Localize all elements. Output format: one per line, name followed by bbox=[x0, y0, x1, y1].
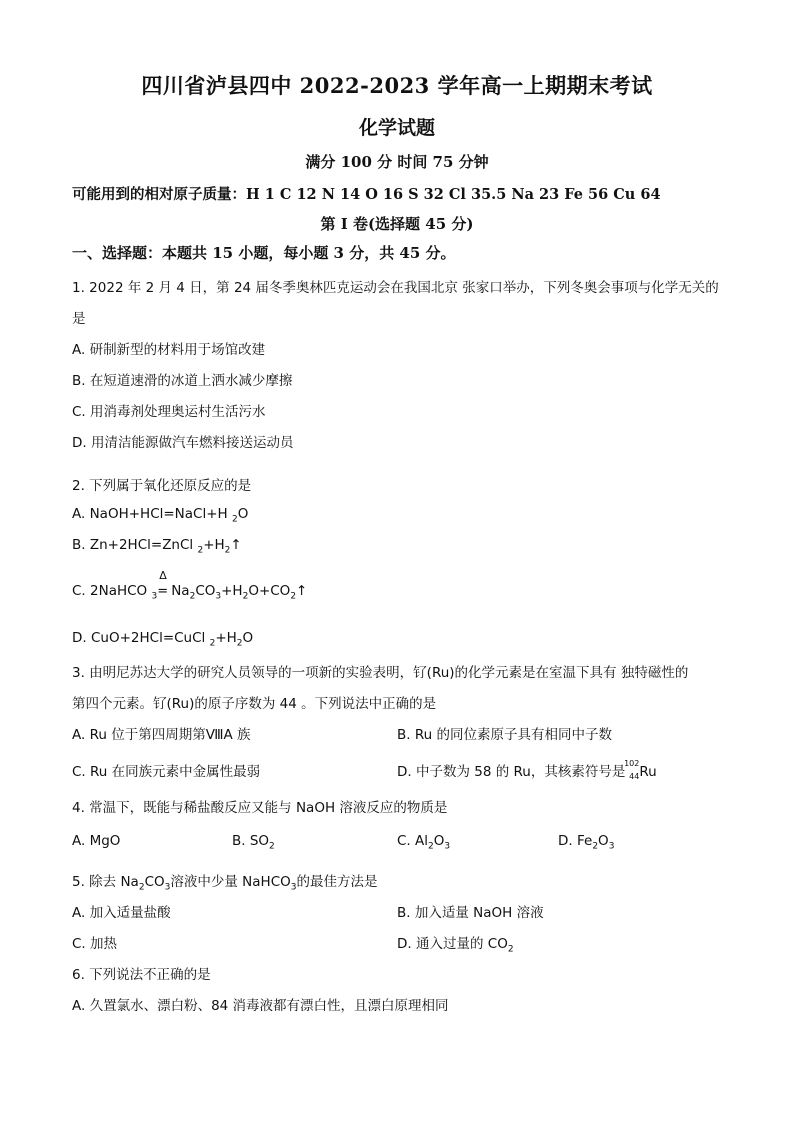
q1-stem-line1: 1. 2022 年 2 月 4 日，第 24 届冬季奥林匹克运动会在我国北京 张家口举办，下列冬奥会事项与化学无关的 bbox=[72, 280, 719, 296]
q5-option-a: A. 加入适量盐酸 bbox=[72, 905, 171, 921]
q6-option-a: A. 久置氯水、漂白粉、84 消毒液都有漂白性，且漂白原理相同 bbox=[72, 998, 449, 1014]
q5-option-b: B. 加入适量 NaOH 溶液 bbox=[397, 905, 544, 921]
q2-option-a: A. NaOH+HCl=NaCl+H $_2$O bbox=[72, 506, 249, 525]
q4-option-c: C. $Al_2O_3$ bbox=[397, 833, 451, 852]
q2-stem: 2. 下列属于氧化还原反应的是 bbox=[72, 478, 252, 494]
q1-option-c: C. 用消毒剂处理奥运村生活污水 bbox=[72, 404, 266, 420]
q5-option-c: C. 加热 bbox=[72, 936, 118, 952]
heat-delta-symbol: Δ = bbox=[157, 569, 169, 599]
q4-option-b: B. $SO_2$ bbox=[232, 833, 275, 852]
q3-option-a: A. Ru 位于第四周期第ⅧA 族 bbox=[72, 727, 251, 743]
q3-stem-line2: 第四个元素。钌(Ru)的原子序数为 44 。下列说法中正确的是 bbox=[72, 696, 437, 712]
q3-option-b: B. Ru 的同位素原子具有相同中子数 bbox=[397, 727, 612, 743]
nuclide-symbol: 102 44 bbox=[624, 759, 640, 781]
q5-option-d: D. 通入过量的 $CO_2$ bbox=[397, 936, 514, 955]
q2-option-d: D. CuO+2HCl=CuCl $_2+H_2O$ bbox=[72, 630, 254, 649]
q4-option-d: D. $Fe_2O_3$ bbox=[558, 833, 615, 852]
section-heading: 一、选择题：本题共 15 小题，每小题 3 分，共 45 分。 bbox=[72, 244, 456, 262]
q4-stem: 4. 常温下，既能与稀盐酸反应又能与 NaOH 溶液反应的物质是 bbox=[72, 800, 448, 816]
q3-option-c: C. Ru 在同族元素中金属性最弱 bbox=[72, 764, 261, 780]
atomic-masses: 可能用到的相对原子质量：H 1 C 12 N 14 O 16 S 32 Cl 35.5 Na 23 Fe 56 Cu 64 bbox=[72, 186, 661, 203]
q5-stem: 5. 除去 $Na_2CO_3$溶液中少量 NaHCO$_3$的最佳方法是 bbox=[72, 874, 378, 893]
q2-option-c: C. 2NaHCO $_3$ Δ = $Na_2CO_3+H_2O+CO_2↑$ bbox=[72, 569, 308, 602]
q1-stem-line2: 是 bbox=[72, 311, 86, 327]
q1-option-a: A. 研制新型的材料用于场馆改建 bbox=[72, 342, 266, 358]
q1-option-b: B. 在短道速滑的冰道上洒水减少摩擦 bbox=[72, 373, 293, 389]
exam-meta: 满分 100 分 时间 75 分钟 bbox=[305, 153, 489, 171]
q3-option-d: D. 中子数为 58 的 Ru，其核素符号是 102 44 Ru bbox=[397, 759, 657, 781]
exam-title: 四川省泸县四中 2022-2023 学年高一上期期末考试 bbox=[141, 73, 653, 98]
volume-heading: 第 I 卷(选择题 45 分) bbox=[320, 215, 474, 233]
q6-stem: 6. 下列说法不正确的是 bbox=[72, 967, 211, 983]
q1-option-d: D. 用清洁能源做汽车燃料接送运动员 bbox=[72, 435, 294, 451]
exam-subject: 化学试题 bbox=[358, 117, 435, 139]
q2-option-b: B. Zn+2HCl=ZnCl $_2+H_2↑$ bbox=[72, 537, 242, 556]
q4-option-a: A. MgO bbox=[72, 833, 121, 849]
q3-stem-line1: 3. 由明尼苏达大学的研究人员领导的一项新的实验表明，钌(Ru)的化学元素是在室温下具有 独特磁性的 bbox=[72, 665, 689, 681]
